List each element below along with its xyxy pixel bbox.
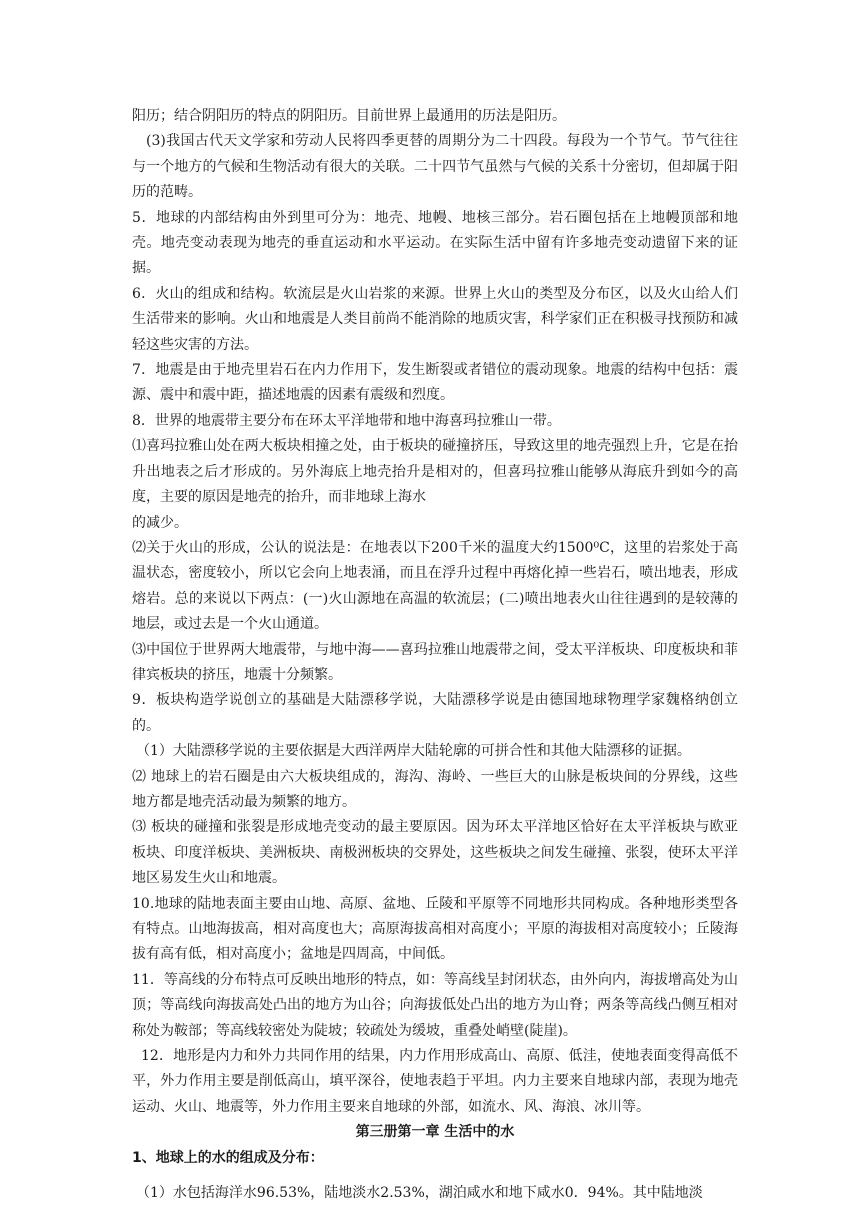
paragraph-6-volcano: 6．火山的组成和结构。软流层是火山岩浆的来源。世界上火山的类型及分布区，以及火山给人们生活带来的影响。火山和地震是人类目前尚不能消除的地质灾害，科学家们正在积极寻找预防和减轻这些灾害的方法。 xyxy=(132,285,738,353)
paragraph-9-2-six-plates: ⑵ 地球上的岩石圈是由六大板块组成的，海沟、海岭、一些巨大的山脉是板块间的分界线，这些地方都是地壳活动最为频繁的地方。 xyxy=(132,768,738,810)
paragraph-9-1-continental-drift: （1）大陆漂移学说的主要依据是大西洋两岸大陆轮廓的可拼合性和其他大陆漂移的证据。 xyxy=(136,743,691,760)
paragraph-water-composition: （1）水包括海洋水96.53%，陆地淡水2.53%，湖泊咸水和地下咸水0．94%。其中陆地淡 xyxy=(136,1185,703,1202)
paragraph-calendar-end: 阳历；结合阴阳历的特点的阴阳历。目前世界上最通用的历法是阳历。 xyxy=(132,108,566,124)
paragraph-8-1-continued: 的减少。 xyxy=(132,514,188,531)
chapter-heading: 第三册第一章 生活中的水 xyxy=(355,1124,515,1141)
document-body xyxy=(132,104,738,1206)
paragraph-11-contour-lines: 11．等高线的分布特点可反映出地形的特点，如：等高线呈封闭状态，由外向内，海拔增高处为山顶；等高线向海拔高处凸出的地方为山谷；向海拔低处凸出的地方为山脊；两条等高线凸侧互相对称处为鞍部；等高线较密处为陡坡；较疏处为缓坡，重叠处峭壁(陡崖)。 xyxy=(132,971,738,1039)
paragraph-9-plate-tectonics: 9．板块构造学说创立的基础是大陆漂移学说，大陆漂移学说是由德国地球物理学家魏格纳创立的。 xyxy=(132,692,738,734)
paragraph-5-earth-structure: 5．地球的内部结构由外到里可分为：地壳、地幔、地核三部分。岩石圈包括在上地幔顶部和地壳。地壳变动表现为地壳的垂直运动和水平运动。在实际生活中留有许多地壳变动遗留下来的证据。 xyxy=(132,209,738,277)
paragraph-8-1-himalaya: ⑴喜玛拉雅山处在两大板块相撞之处，由于板块的碰撞挤压，导致这里的地壳强烈上升，它是在抬升出地表之后才形成的。另外海底上地壳抬升是相对的，但喜玛拉雅山能够从海底升到如今的高度，主要的原因是地壳的抬升，而非地球上海水 xyxy=(132,438,738,506)
paragraph-8-2-volcano-formation: ⑵关于火山的形成，公认的说法是：在地表以下200千米的温度大约1500⁰C，这里的岩浆处于高温状态，密度较小，所以它会向上地表涌，而且在浮升过程中再熔化掉一些岩石，喷出地表，形成熔岩。总的来说以下两点：(一)火山源地在高温的软流层；(二)喷出地表火山往往遇到的是较薄的地层，或过去是一个火山通道。 xyxy=(132,539,738,633)
paragraph-solar-terms: (3)我国古代天文学家和劳动人民将四季更替的周期分为二十四段。每段为一个节气。节气往往与一个地方的气候和生物活动有很大的关联。二十四节气虽然与气候的关系十分密切，但却属于阳历的范畴。 xyxy=(132,133,738,201)
paragraph-10-landforms: 10.地球的陆地表面主要由山地、高原、盆地、丘陵和平原等不同地形共同构成。各种地形类型各有特点。山地海拔高，相对高度也大；高原海拔高相对高度小；平原的海拔相对高度较小；丘陵海拔有高有低，相对高度小；盆地是四周高，中间低。 xyxy=(132,895,738,963)
paragraph-12-forces: 12．地形是内力和外力共同作用的结果，内力作用形成高山、高原、低洼，使地表面变得高低不平，外力作用主要是削低高山，填平深谷，使地表趋于平坦。内力主要来自地球内部，表现为地壳运动、火山、地震等，外力作用主要来自地球的外部，如流水、风、海浪、冰川等。 xyxy=(132,1048,738,1115)
section-heading: 1、地球上的水的组成及分布： xyxy=(132,1149,324,1166)
paragraph-8-3-china-seismic: ⑶中国位于世界两大地震带，与地中海——喜玛拉雅山地震带之间，受太平洋板块、印度板块和菲律宾板块的挤压，地震十分频繁。 xyxy=(132,641,738,683)
paragraph-7-earthquake: 7．地震是由于地壳里岩石在内力作用下，发生断裂或者错位的震动现象。地震的结构中包括：震源、震中和震中距，描述地震的因素有震级和烈度。 xyxy=(132,362,738,404)
paragraph-8-seismic-belts: 8．世界的地震带主要分布在环太平洋地带和地中海喜玛拉雅山一带。 xyxy=(132,412,561,429)
paragraph-9-3-collision: ⑶ 板块的碰撞和张裂是形成地壳变动的最主要原因。因为环太平洋地区恰好在太平洋板块与欧亚板块、印度洋板块、美洲板块、南极洲板块的交界处，这些板块之间发生碰撞、张裂，使环太平洋地区易发生火山和地震。 xyxy=(132,819,738,887)
